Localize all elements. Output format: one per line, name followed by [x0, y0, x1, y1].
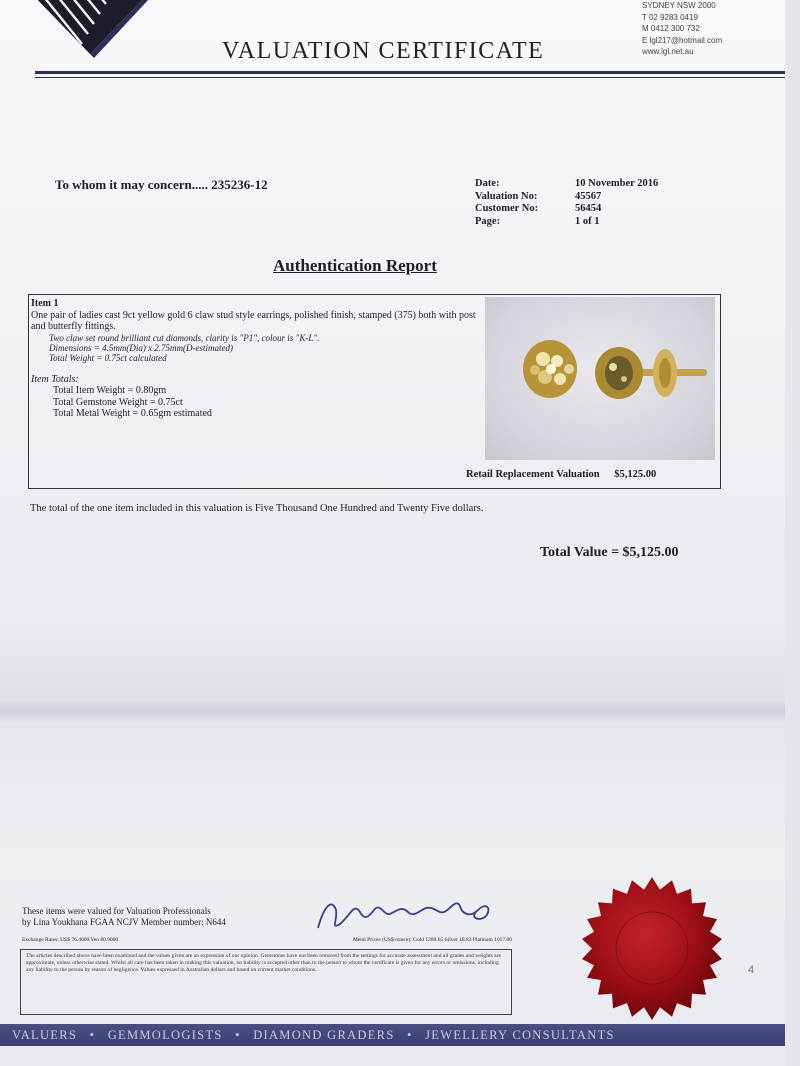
item-description: One pair of ladies cast 9ct yellow gold 6 claw stud style earrings, polished finish, stamped (375) both with post and butterfly fittings. — [31, 309, 476, 332]
item-heading: Item 1 — [31, 298, 59, 309]
exchange-rates — [22, 937, 512, 943]
meta-value: 56454 — [575, 203, 602, 214]
valuer-line: These items were valued for Valuation Professionals — [22, 906, 211, 916]
contact-line: E lgl217@hotmail.com — [642, 35, 723, 45]
item-total-line: Total Item Weight = 0.80gm — [53, 385, 167, 396]
meta-label: Page: — [475, 215, 501, 227]
footer-banner — [0, 1024, 785, 1046]
item-details — [31, 298, 481, 420]
banner-item: GEMMOLOGISTS — [107, 1028, 223, 1042]
meta-label: Valuation No: — [475, 190, 538, 202]
meta-row — [475, 216, 658, 229]
banner-item: DIAMOND GRADERS — [253, 1028, 395, 1042]
earrings-icon — [485, 297, 715, 460]
retail-amount: $5,125.00 — [614, 469, 657, 480]
meta-label: Date: — [475, 178, 500, 189]
exchange-rates-text: Exchange Rates: US$ 76.4600 Yen 80.9000 — [22, 937, 119, 943]
concern-line: To whom it may concern..... 235236-12 — [55, 177, 268, 192]
meta-label: Customer No: — [475, 203, 539, 214]
total-sentence: The total of the one item included in this valuation is Five Thousand One Hundred and Twenty Five dollars. — [30, 503, 484, 514]
banner-item: VALUERS — [12, 1028, 78, 1042]
item-totals-heading: Item Totals: — [31, 373, 79, 385]
item-stones: Two claw set round brilliant cut diamonds, clarity is "P1", colour is "K-L". — [49, 332, 320, 343]
report-title: Authentication Report — [273, 256, 437, 275]
total-value: Total Value = $5,125.00 — [540, 545, 679, 560]
banner-item: JEWELLERY CONSULTANTS — [425, 1028, 615, 1042]
header-rule — [35, 71, 785, 74]
item-total-weight: Total Weight = 0.75ct calculated — [49, 352, 167, 363]
banner-separator: • — [235, 1028, 241, 1042]
contact-line: www.lgl.net.au — [642, 47, 694, 56]
page-title: VALUATION CERTIFICATE — [222, 38, 545, 64]
item-total-line: Total Gemstone Weight = 0.75ct — [53, 396, 183, 408]
meta-value: 10 November 2016 — [575, 178, 659, 189]
paper-fold — [0, 700, 785, 722]
meta-row — [475, 191, 658, 204]
banner-separator: • — [407, 1028, 413, 1042]
valuer-line: by Lina Youkhana FGAA NCJV Member number: N644 — [22, 917, 226, 927]
signature — [310, 888, 510, 938]
company-logo — [30, 0, 150, 62]
earrings-photo — [485, 297, 715, 460]
meta-value: 1 of 1 — [575, 215, 600, 227]
metal-prices-text: Metal Prices (US$/ounce): Gold 1280.65 Silver 18.83 Platinum 1017.00 — [352, 937, 512, 943]
contact-line: M 0412 300 732 — [642, 24, 700, 33]
retail-label: Retail Replacement Valuation — [466, 469, 600, 480]
item-dimensions: Dimensions = 4.5mm(Dia) x 2.75mm(D-estimated) — [49, 342, 234, 353]
header-rule-thin — [35, 77, 785, 78]
contact-details — [642, 0, 722, 58]
certificate-meta — [475, 178, 658, 228]
meta-value: 45567 — [575, 190, 602, 202]
valuer-statement — [22, 906, 226, 928]
contact-line: SYDNEY NSW 2000 — [642, 1, 716, 10]
wax-seal — [552, 858, 755, 1033]
contact-line: T 02 9283 0419 — [642, 12, 698, 22]
side-mark: 4 — [748, 964, 755, 976]
banner-separator: • — [89, 1028, 96, 1042]
meta-row — [475, 178, 658, 191]
item-total-line: Total Metal Weight = 0.65gm estimated — [53, 408, 212, 419]
retail-valuation — [466, 469, 656, 480]
meta-row — [475, 203, 658, 216]
disclaimer-box: The articles described above have been examined and the values given are an expression of our opinion. Gemstones have not been removed from the settings for accurate assessment and all grades and weights are approximate, unless otherwise stated. Whilst all care has been taken in making this valuation, no liability is accepted other than to the person to whom the certificate is given for any errors or omissions, including any liability to the person by reason of negligence. Values expressed in Australian dollars and based on current market conditions. — [20, 949, 512, 1015]
